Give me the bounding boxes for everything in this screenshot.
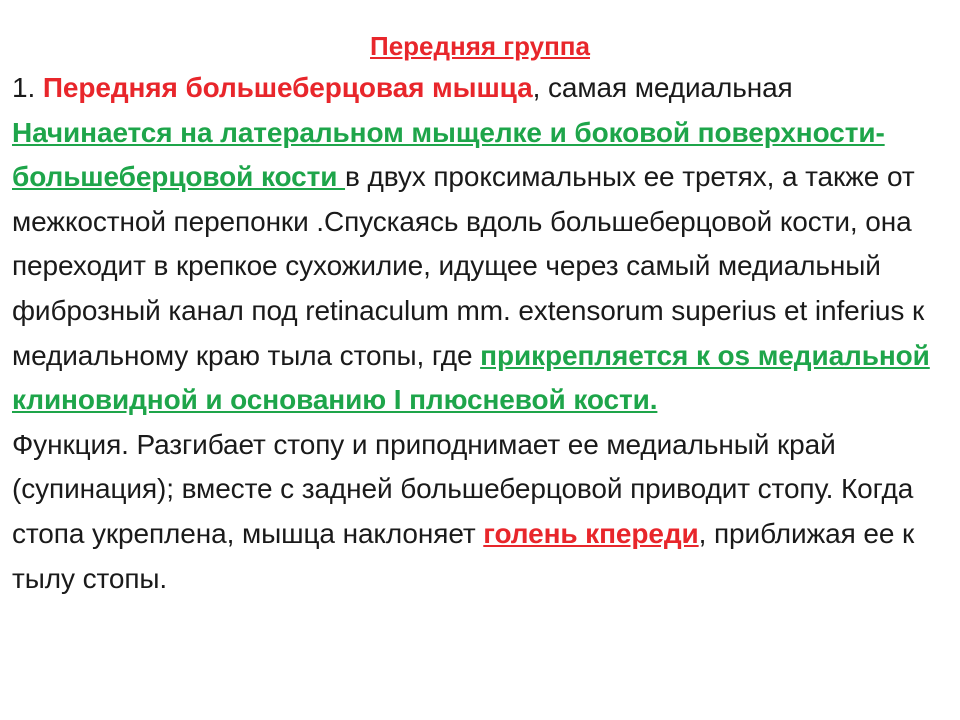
- origin-text: Начинается на латеральном мыщелке и боковой поверхности- большеберцовой кости: [12, 116, 885, 193]
- muscle-position: , самая медиальная: [532, 72, 793, 103]
- muscle-name: Передняя большеберцовая мышца: [42, 72, 533, 103]
- insertion-text: прикрепляется к os медиальной клиновидной и основанию I плюсневой кости.: [12, 339, 930, 416]
- item-number: 1.: [12, 72, 43, 103]
- slide-title: Передняя группа: [370, 31, 590, 61]
- course-text: в двух проксимальных ее третях, а также от межкостной перепонки .Спускаясь вдоль большеберцовой кости, она переходит в крепкое сухожилие, идущее через самый медиальный фиброзный канал под retinaculum mm. extensorum superius et inferius к медиальному краю тыла стопы, где: [12, 161, 925, 371]
- slide-body: [12, 66, 948, 601]
- function-highlight: голень кпереди: [483, 517, 699, 549]
- function-text: Функция. Разгибает стопу и приподнимает ее медиальный край (супинация); вместе с задней большеберцовой приводит стопу. Когда стопа укреплена, мышца наклоняет: [12, 428, 914, 549]
- function-tail: , приближая ее к тылу стопы.: [12, 517, 915, 594]
